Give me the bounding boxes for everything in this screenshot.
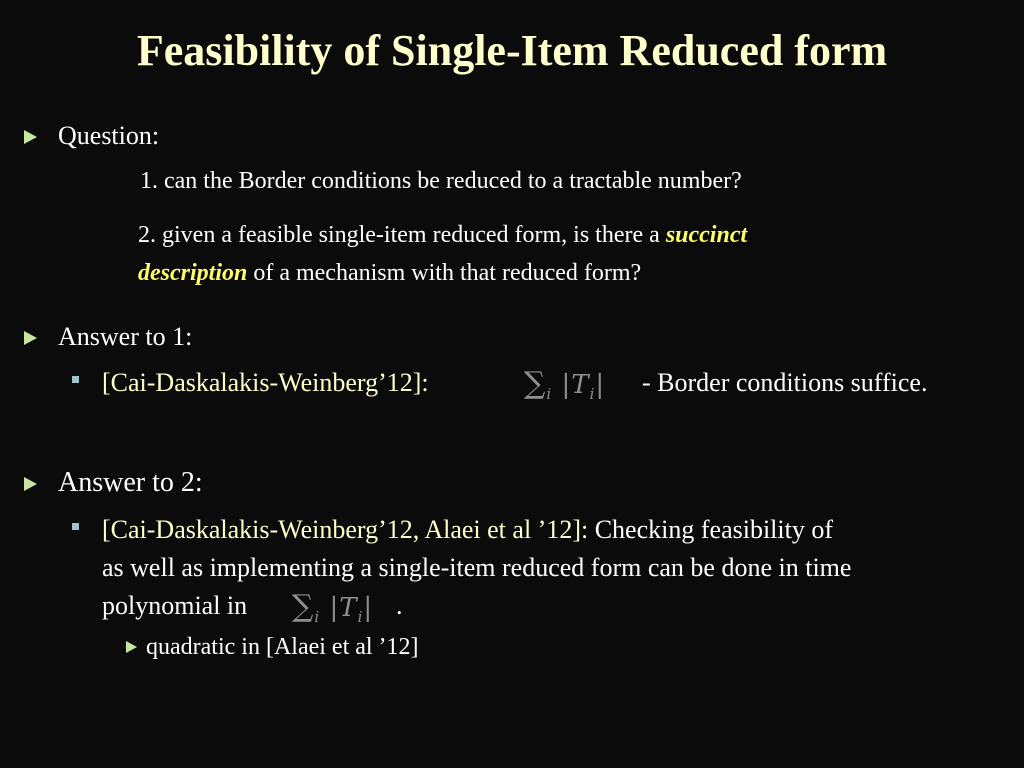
answer2-sub-item: quadratic in [Alaei et al ’12] [146,634,419,660]
emphasis-description: description [138,260,248,286]
question-item-1: 1. can the Border conditions be reduced to a tractable number? [140,168,742,194]
answer1-formula: $\sum_i$ $|T_i|$ [524,366,606,403]
slide-title: Feasibility of Single-Item Reduced form [136,26,888,75]
question-item-2-text: 2. given a feasible single-item reduced form, is there a [138,222,666,248]
answer1-label: Answer to 1: [58,322,193,351]
square-bullet-icon [72,376,79,383]
answer2-period: . [396,591,403,620]
question-item-2-text-end: of a mechanism with that reduced form? [247,260,642,286]
emphasis-succinct: succinct [665,222,748,248]
answer2-reference: [Cai-Daskalakis-Weinberg’12, Alaei et al ’12]: [102,515,589,544]
bullet-arrow-icon [24,130,37,144]
question-item-2 [138,216,747,292]
answer2-formula: $\sum_i$ $|T_i|$ [292,589,374,626]
answer2-line-1 [102,511,833,549]
bullet-arrow-icon [24,331,37,345]
question-label: Question: [58,121,160,150]
answer2-line-2: as well as implementing a single-item reduced form can be done in time [102,553,852,582]
bullet-arrow-icon [24,477,37,491]
answer1-suffix: - Border conditions suffice. [642,368,928,397]
answer2-label: Answer to 2: [58,467,203,498]
answer2-text-1: Checking feasibility of [588,515,833,544]
answer2-line-3: polynomial in [102,591,248,620]
square-bullet-icon [72,523,79,530]
answer1-reference: [Cai-Daskalakis-Weinberg’12]: [102,368,429,397]
bullet-arrow-icon [126,641,137,653]
